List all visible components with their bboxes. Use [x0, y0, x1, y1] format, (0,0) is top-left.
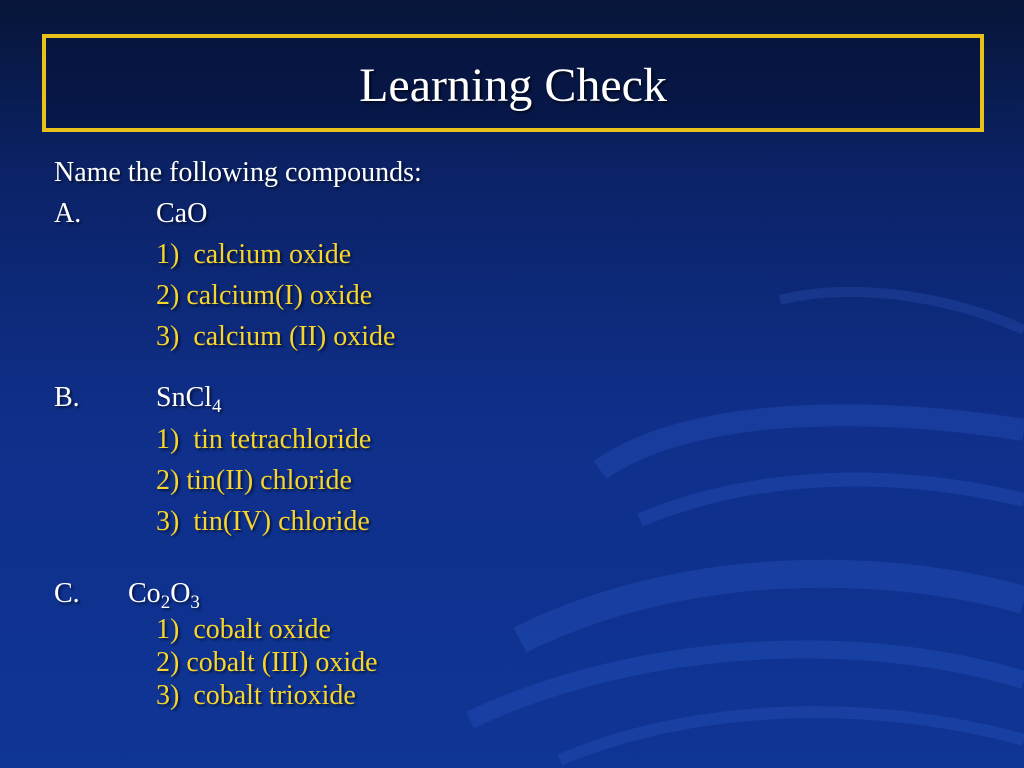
question-a-letter: A. — [54, 198, 82, 229]
question-a-option-3: 3) calcium (II) oxide — [156, 321, 396, 352]
title-box — [42, 34, 984, 132]
question-b-option-1: 1) tin tetrachloride — [156, 424, 372, 455]
slide-title: Learning Check — [359, 59, 667, 112]
question-c-option-2: 2) cobalt (III) oxide — [156, 647, 378, 678]
prompt-text: Name the following compounds: — [54, 157, 422, 188]
question-c-option-3: 3) cobalt trioxide — [156, 680, 356, 711]
question-a-formula: CaO — [156, 198, 208, 229]
question-c-formula: $Co_2O_3$ — [128, 578, 200, 613]
question-c-option-1: 1) cobalt oxide — [156, 614, 331, 645]
question-a-option-1: 1) calcium oxide — [156, 239, 352, 270]
question-b-option-3: 3) tin(IV) chloride — [156, 506, 370, 537]
question-c-letter: C. — [54, 578, 80, 609]
question-b-option-2: 2) tin(II) chloride — [156, 465, 352, 496]
question-b-formula: SnCl$_4$ — [156, 382, 222, 417]
question-a-option-2: 2) calcium(I) oxide — [156, 280, 373, 311]
question-b-letter: B. — [54, 382, 80, 413]
